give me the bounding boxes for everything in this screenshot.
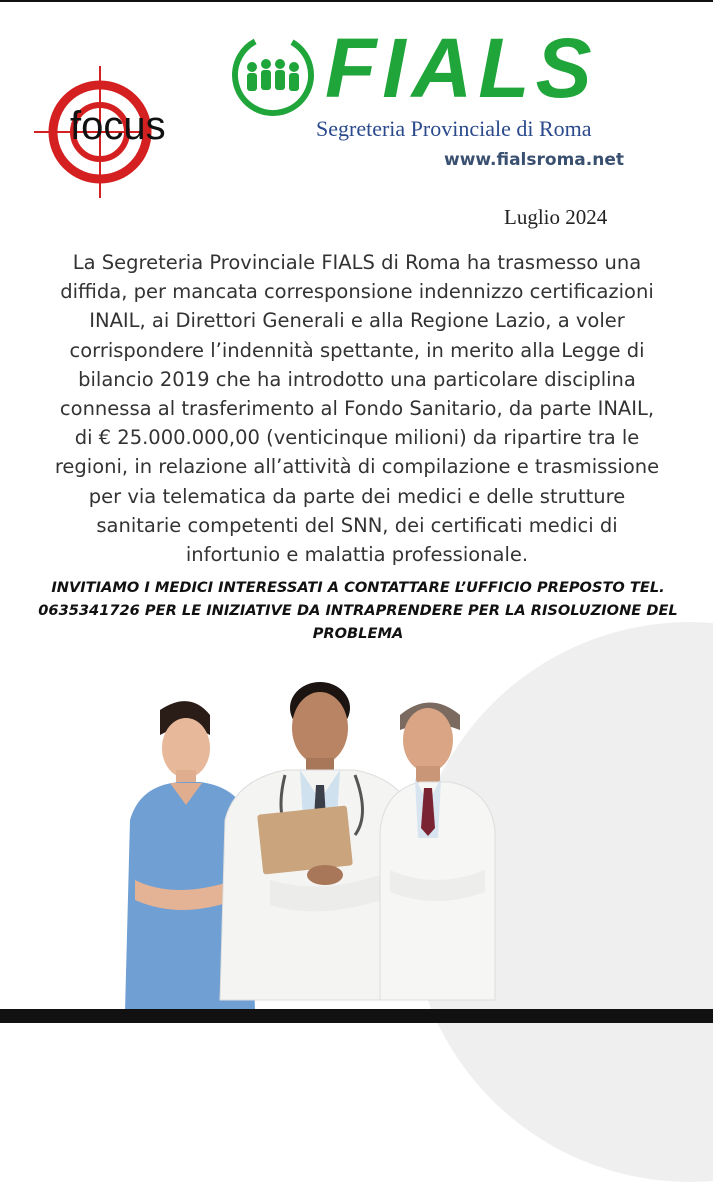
notice-text (22, 576, 694, 645)
body-line: regioni, in relazione all’attività di compilazione e trasmissione (54, 455, 660, 479)
fials-logo-text: FIALS (325, 21, 598, 115)
focus-logo-text: focus (70, 104, 166, 148)
doctor-right-figure (380, 703, 495, 1001)
doctors-illustration (120, 670, 520, 1010)
body-line: di € 25.000.000,00 (venticinque milioni) da ripartire tra le (74, 426, 640, 450)
people-circle-icon (230, 30, 320, 120)
website-link[interactable]: www.fialsroma.net (444, 150, 624, 170)
body-line: La Segreteria Provinciale FIALS di Roma ha trasmesso una (72, 251, 642, 274)
top-border (0, 0, 713, 2)
date: Luglio 2024 (504, 205, 608, 229)
focus-logo (30, 62, 210, 202)
notice-line: INVITIAMO I MEDICI INTERESSATI A CONTATTARE L’UFFICIO PREPOSTO TEL. (51, 579, 665, 596)
notice-line: PROBLEMA (312, 625, 404, 642)
body-line: diffida, per mancata corresponsione indennizzo certificazioni (60, 280, 654, 304)
body-line: bilancio 2019 che ha introdotto una particolare disciplina (78, 367, 636, 391)
body-line: sanitarie competenti del SNN, dei certificati medici di (96, 513, 618, 537)
bottom-border (0, 1009, 713, 1023)
body-line: per via telematica da parte dei medici e delle strutture (88, 484, 626, 508)
fials-logo (230, 21, 660, 123)
body-line: INAIL, ai Direttori Generali e alla Regione Lazio, a voler (89, 309, 625, 333)
notice-line: 0635341726 PER LE INIZIATIVE DA INTRAPRENDERE PER LA RISOLUZIONE DEL (38, 602, 678, 619)
subtitle: Segreteria Provinciale di Roma (316, 116, 592, 141)
body-line: connessa al trasferimento al Fondo Sanitario, da parte INAIL, (59, 397, 655, 421)
body-line: infortunio e malattia professionale. (185, 543, 529, 567)
body-text (40, 248, 674, 569)
body-line: corrispondere l’indennità spettante, in merito alla Legge di (69, 338, 645, 362)
